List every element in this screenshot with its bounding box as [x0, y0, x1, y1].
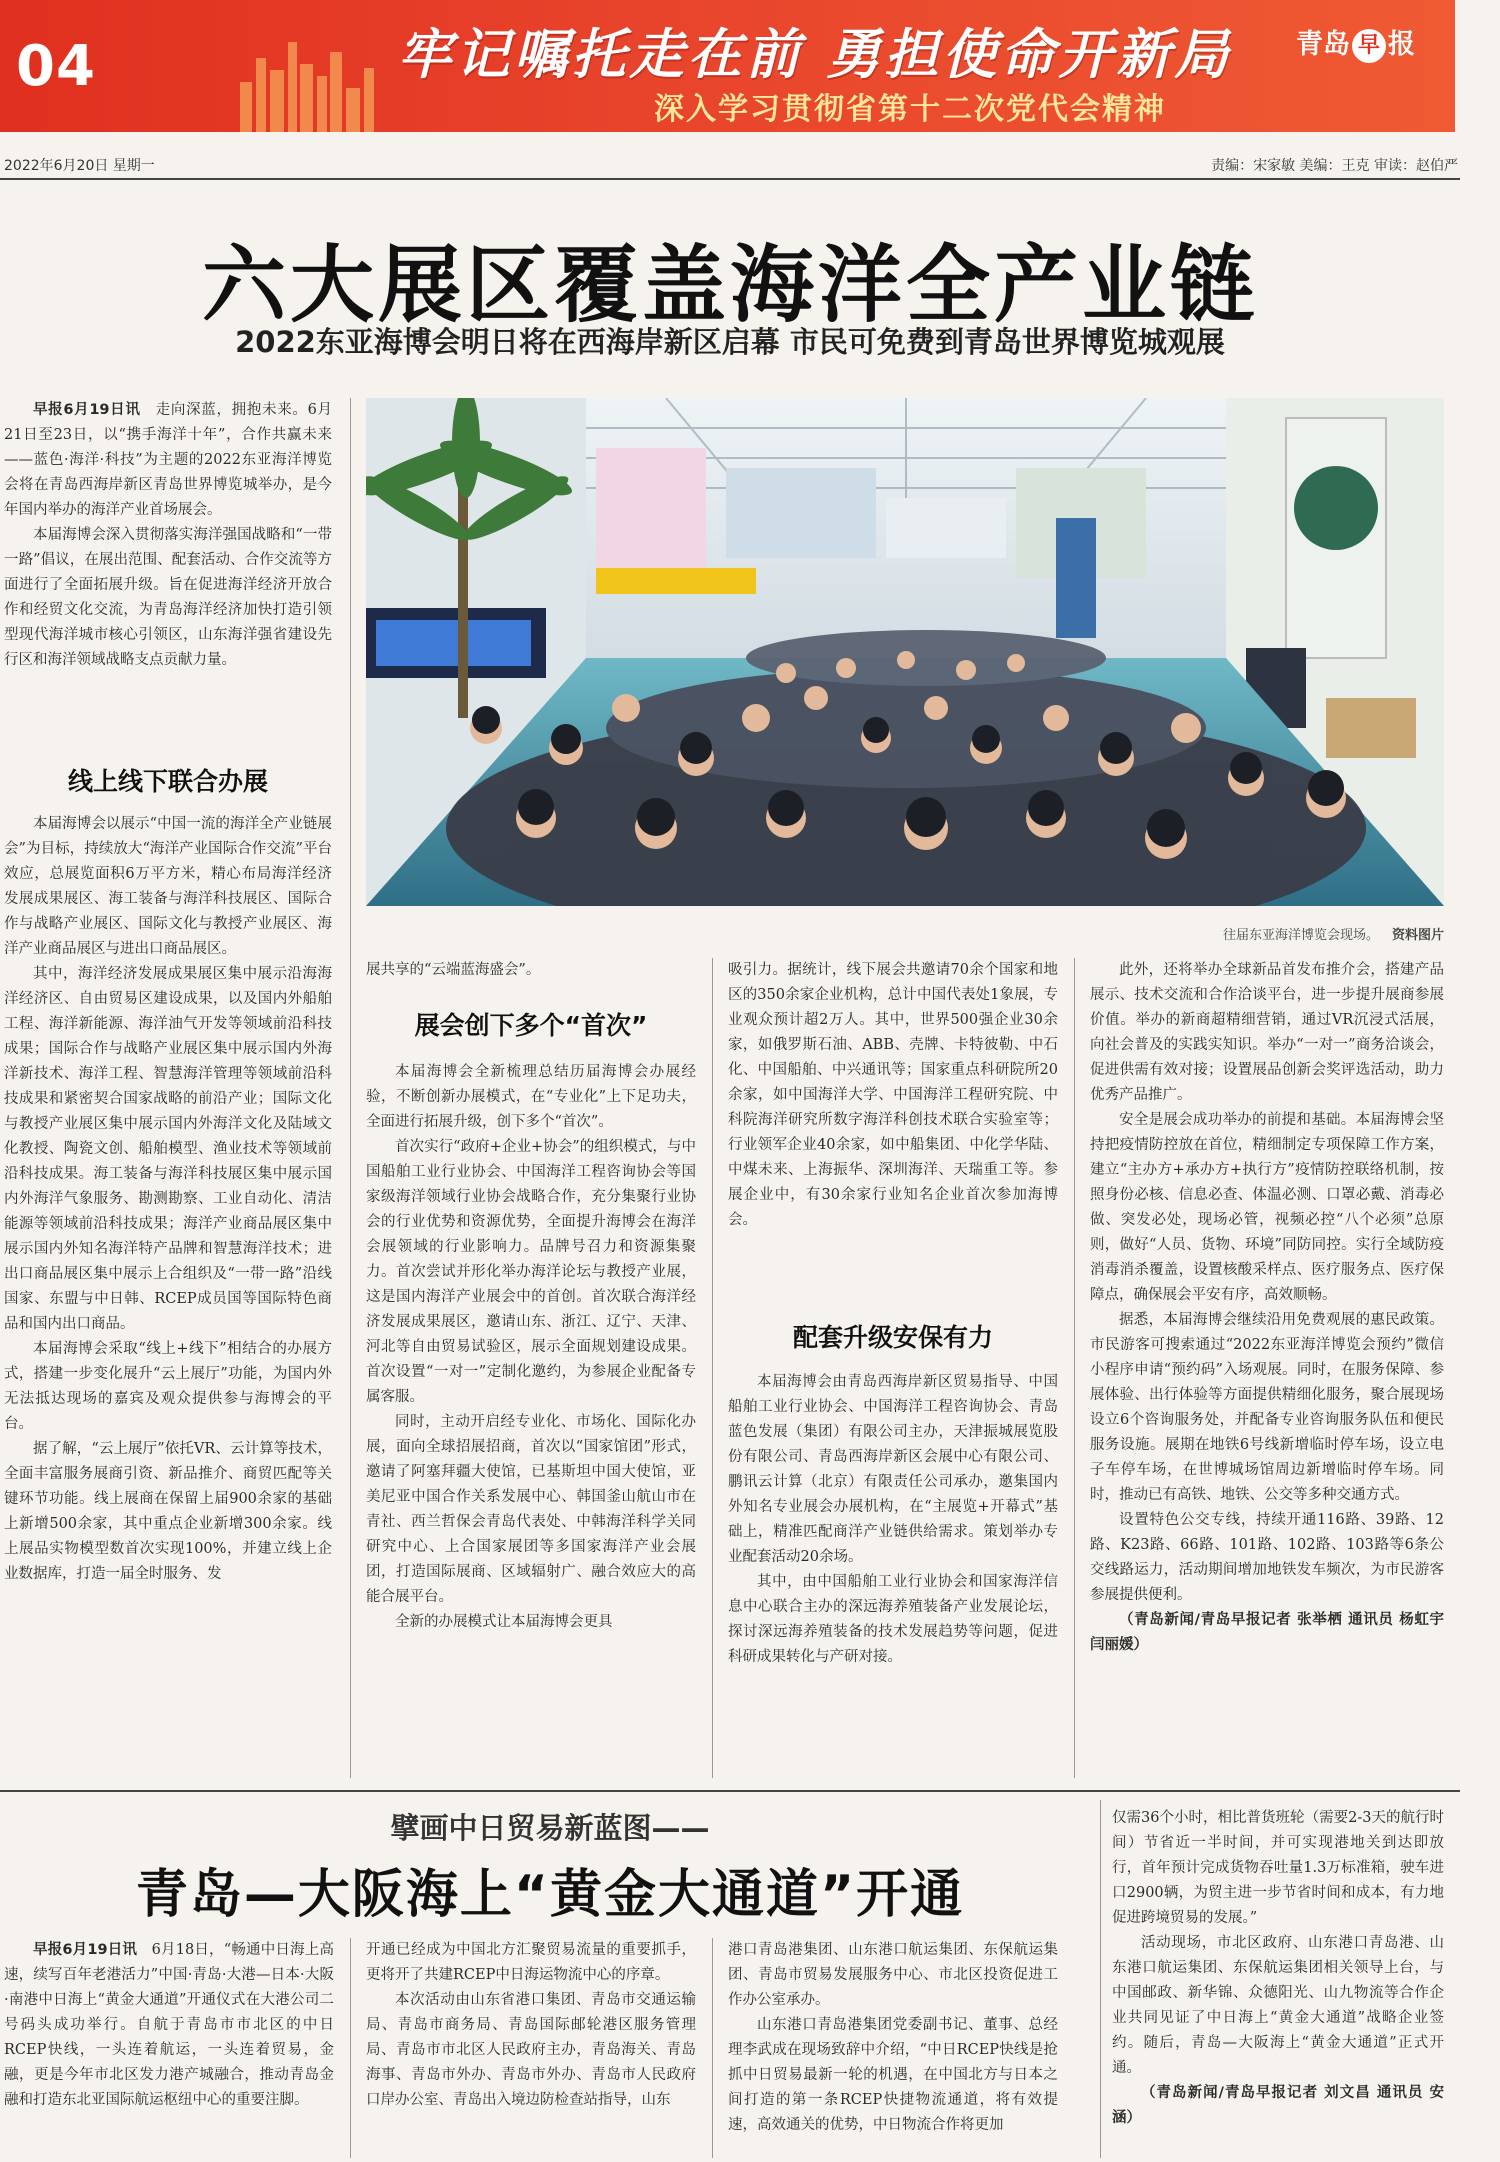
section-heading: 线上线下联合办展: [67, 767, 268, 796]
column-divider: [712, 1938, 713, 2158]
article1-column-1: [4, 812, 332, 1778]
photo-caption: [1040, 924, 1444, 943]
paragraph: 本届海博会全新梳理总结历届海博会办展经验，不断创新办展模式，在“专业化”上下足功夫，全面进行拓展升级，创下多个“首次”。: [366, 1064, 696, 1130]
paragraph: 开通已经成为中国北方汇聚贸易流量的重要抓手，更将开了共建RCEP中日海运物流中心的序章。: [366, 1942, 696, 1983]
dateline: 早报6月19日讯: [33, 402, 141, 418]
editor-credits: 责编：宋家敏 美编：王克 审读：赵伯严: [1211, 158, 1458, 174]
column-divider: [350, 1938, 351, 2158]
banner-subtitle: 深入学习贯彻省第十二次党代会精神: [654, 92, 1166, 127]
page-number: 04: [16, 34, 96, 99]
paragraph: 本届海博会以展示“中国一流的海洋全产业链展会”为目标，持续放大“海洋产业国际合作交流”平台效应，总展览面积6万平方米，精心布局海洋经济发展成果展区、海工装备与海洋科技展区、国际合作与战略产业展区、国际文化与教授产业展区、海洋产业商品展区与进出口商品展区。: [4, 816, 332, 957]
reporter-byline: （青岛新闻/青岛早报记者 张举栖 通讯员 杨虹宇 闫丽媛）: [1090, 1612, 1444, 1653]
article2-kicker: 擘画中日贸易新蓝图——: [390, 1811, 710, 1845]
paragraph: 此外，还将举办全球新品首发布推介会，搭建产品展示、技术交流和合作洽谈平台，进一步提升展商参展价值。举办的新商超精细营销，通过VR沉浸式活展，向社会普及的实践实知识。举办“一对一”商务洽谈会，促进供需有效对接；设置展品创新会奖评选活动，助力优秀产品推广。: [1090, 962, 1444, 1103]
paragraph: 本届海博会深入贯彻落实海洋强国战略和“一带一路”倡议，在展出范围、配套活动、合作交流等方面进行了全面拓展升级。旨在促进海洋经济开放合作和经贸文化交流，为青岛海洋经济加快打造引领型现代海洋城市核心引领区，山东海洋强省建设先行区和海洋领域战略支点贡献力量。: [4, 527, 332, 668]
section-heading: 展会创下多个“首次”: [414, 1011, 648, 1040]
main-subheadline: 2022东亚海博会明日将在西海岸新区启幕 市民可免费到青岛世界博览城观展: [235, 325, 1225, 359]
paragraph: 设置特色公交专线，持续开通116路、39路、12路、K23路、66路、101路、102路、103路等6条公交线路运力，活动期间增加地铁发车频次，为市民游客参展提供便利。: [1090, 1512, 1444, 1603]
article1-column-4: [1090, 958, 1444, 1778]
article1-column-1-top: [4, 398, 332, 743]
masthead-banner: [0, 0, 1455, 132]
reporter-byline: （青岛新闻/青岛早报记者 刘文昌 通讯员 安涵）: [1112, 2085, 1444, 2126]
newspaper-logo: [1296, 22, 1415, 63]
issue-date: 2022年6月20日 星期一: [4, 158, 155, 174]
brand-seal-icon: 早: [1352, 29, 1386, 63]
paragraph: 活动现场，市北区政府、山东港口青岛港、山东港口航运集团、东保航运集团相关领导上台，与中国邮政、新华锦、众德阳光、山九物流等合作企业共同见证了中日海上“黄金大通道”战略企业签约。随后，青岛—大阪海上“黄金大通道”正式开通。: [1112, 1935, 1444, 2076]
main-headline: 六大展区覆盖海洋全产业链: [201, 236, 1258, 334]
paragraph: 首次实行“政府+企业+协会”的组织模式，与中国船舶工业行业协会、中国海洋工程咨询协会等国家级海洋领域行业协会战略合作，充分集聚行业协会的行业优势和资源优势，全面提升海博会在海洋会展领域的行业影响力。品牌号召力和资源集聚力。首次尝试并形化举办海洋论坛与教授产业展，这是国内海洋产业展会中的首创。首次联合海洋经济发展成果展区，邀请山东、浙江、辽宁、天津、河北等自由贸易试验区，展示全面规划建设成果。首次设置“一对一”定制化邀约，为参展企业配备专属客服。: [366, 1139, 696, 1405]
brand-left: 青岛: [1296, 29, 1350, 60]
article-divider: [0, 1790, 1460, 1792]
column-divider: [1100, 1800, 1101, 2158]
paragraph: 走向深蓝，拥抱未来。6月21日至23日，以“携手海洋十年”，合作共赢未来——蓝色·海洋·科技”为主题的2022东亚海洋博览会将在青岛西海岸新区青岛世界博览城举办，是今年国内举办的海洋产业首场展会。: [4, 402, 332, 518]
article2-column-1: [4, 1938, 334, 2158]
paragraph: 6月18日，“畅通中日海上高速，续写百年老港活力”中国·青岛·大港—日本·大阪·南港中日海上“黄金大通道”开通仪式在大港公司二号码头成功举行。自航于青岛市市北区的中日RCEP快线，一头连着航运，一头连着贸易，金融，更是今年市北区发力港产城融合，推动青岛金融和打造东北亚国际航运枢纽中心的重要注脚。: [4, 1942, 334, 2108]
paragraph: 其中，海洋经济发展成果展区集中展示沿海海洋经济区、自由贸易区建设成果，以及国内外船舶工程、海洋新能源、海洋油气开发等领域前沿科技成果；国际合作与战略产业展区集中展示国内外海洋新技术、海洋工程、智慧海洋管理等领域前沿科技成果和紧密契合国家战略的前沿产业；国际文化与教授产业展区集中展示国内外海洋文化及陆域文化教授、陶瓷文创、船舶模型、渔业技术等领域前沿科技成果。海工装备与海洋科技展区集中展示国内外海洋气象服务、勘测勘察、工业自动化、清洁能源等领域前沿科技成果；海洋产业商品展区集中展示国内外知名海洋特产品牌和智慧海洋技术；进出口商品展区集中展示上合组织及“一带一路”沿线国家、东盟与中日韩、RCEP成员国等国际特色商品和国内出口商品。: [4, 966, 332, 1332]
column-divider: [350, 398, 351, 1778]
paragraph: 山东港口青岛港集团党委副书记、董事、总经理李武成在现场致辞中介绍，“中日RCEP快线是抢抓中日贸易最新一轮的机遇，在中国北方与日本之间打造的第一条RCEP快捷物流通道，将有效提速，高效通关的优势，中日物流合作将更加: [728, 2017, 1058, 2133]
column-divider: [712, 958, 713, 1778]
paragraph: 同时，主动开启经专业化、市场化、国际化办展，面向全球招展招商，首次以“国家馆团”形式，邀请了阿塞拜疆大使馆，已基斯坦中国大使馆，亚美尼亚中国合作关系发展中心、韩国釜山航山市在青社、西兰哲保会青岛代表处、中韩海洋科学关同研究中心、上合国家展团等多国家海洋产业会展团，打造国际展商、区域辐射广、融合效应大的高能合展平台。: [366, 1414, 696, 1605]
paragraph: 据了解，“云上展厅”依托VR、云计算等技术，全面丰富服务展商引资、新品推介、商贸匹配等关键环节功能。线上展商在保留上届900余家的基础上新增500余家，其中重点企业新增300余家。线上展品实物模型数首次实现100%，并建立线上企业数据库，打造一届全时服务、发: [4, 1441, 332, 1582]
paragraph: 安全是展会成功举办的前提和基础。本届海博会坚持把疫情防控放在首位，精细制定专项保障工作方案，建立“主办方+承办方+执行方”疫情防控联络机制，按照身份必核、信息必查、体温必测、口罩必戴、消毒必做、突发必处，现场必管，视频必控“八个必须”总原则，做好“人员、货物、环境”同防同控。实行全域防疫消毒消杀覆盖，设置核酸采样点、医疗服务点、医疗保障点，确保展会平安有序，高效顺畅。: [1090, 1112, 1444, 1303]
paragraph: 据悉，本届海博会继续沿用免费观展的惠民政策。市民游客可搜索通过“2022东亚海洋博览会预约”微信小程序申请“预约码”入场观展。同时，在服务保障、参展体验、出行体验等方面提供精细化服务，聚合展现场设立6个咨询服务处，并配备专业咨询服务队伍和便民服务设施。展期在地铁6号线新增临时停车场，设立电子车停车场，在世博城场馆周边新增临时停车场。同时，推动已有高铁、地铁、公交等多种交通方式。: [1090, 1312, 1444, 1503]
article2-column-2: [366, 1938, 696, 2158]
paragraph: 仅需36个小时，相比普货班轮（需要2-3天的航行时间）节省近一半时间，并可实现港地关到达即放行，首年预计完成货物吞吐量1.3万标准箱，驶车进口2900辆，为贸主进一步节省时间和成本，有力地促进跨境贸易的发展。”: [1112, 1810, 1444, 1926]
header-rule: [0, 178, 1460, 180]
paragraph: 全新的办展模式让本届海博会更具: [395, 1614, 613, 1630]
paragraph: 本届海博会采取“线上+线下”相结合的办展方式，搭建一步变化展升“云上展厅”功能，为国内外无法抵达现场的嘉宾及观众提供参与海博会的平台。: [4, 1341, 332, 1432]
article1-column-2-top: [366, 958, 696, 988]
article2-column-4: [1112, 1806, 1444, 2158]
paragraph: 本次活动由山东省港口集团、青岛市交通运输局、青岛市商务局、青岛国际邮轮港区服务管理局、青岛市市北区人民政府主办，青岛海关、青岛海事、青岛市外办、青岛市外办、青岛市人民政府口岸办公室、青岛出入境边防检查站指导，山东: [366, 1992, 696, 2108]
banner-slogan: 牢记嘱托走在前 勇担使命开新局: [397, 22, 1233, 86]
article1-column-2: [366, 1060, 696, 1778]
brand-right: 报: [1388, 29, 1415, 60]
paragraph: 吸引力。据统计，线下展会共邀请70余个国家和地区的350余家企业机构，总计中国代表处1象展，专业观众预计超2万人。其中，世界500强企业30余家，如俄罗斯石油、ABB、壳牌、卡特彼勒、中石化、中国船舶、中兴通讯等；国家重点科研院所20余家，如中国海洋大学、中国海洋工程研究院、中科院海洋研究所数字海洋科创技术联合实验室等；行业领军企业40余家，如中船集团、中化学华陆、中煤未来、上海振华、深圳海洋、天瑞重工等。参展企业中，有30余家行业知名企业首次参加海博会。: [728, 962, 1058, 1228]
dateline: 早报6月19日讯: [33, 1942, 138, 1958]
caption-text: 往届东亚海洋博览会现场。: [1222, 928, 1379, 943]
photo-credit: 资料图片: [1391, 928, 1444, 943]
article1-column-3: [728, 1370, 1058, 1778]
expo-hall-photo: [366, 398, 1444, 906]
paragraph: 展共享的“云端蓝海盛会”。: [366, 962, 541, 978]
paragraph: 港口青岛港集团、山东港口航运集团、东保航运集团、青岛市贸易发展服务中心、市北区投资促进工作办公室承办。: [728, 1942, 1058, 2008]
section-heading: 配套升级安保有力: [792, 1323, 993, 1352]
article2-headline: 青岛—大阪海上“黄金大通道”开通: [135, 1865, 965, 1925]
column-divider: [1074, 958, 1075, 1778]
article1-column-3-top: [728, 958, 1058, 1306]
article2-column-3: [728, 1938, 1058, 2158]
paragraph: 本届海博会由青岛西海岸新区贸易指导、中国船舶工业行业协会、中国海洋工程咨询协会、青岛蓝色发展（集团）有限公司主办，天津振城展览股份有限公司、青岛西海岸新区会展中心有限公司、鹏讯云计算（北京）有限责任公司承办，邀集国内外知名专业展会办展机构，在“主展览+开幕式”基础上，精准匹配商洋产业链供给需求。策划举办专业配套活动20余场。: [728, 1374, 1058, 1565]
paragraph: 其中，由中国船舶工业行业协会和国家海洋信息中心联合主办的深远海养殖装备产业发展论坛，探讨深远海养殖装备的技术发展趋势等问题，促进科研成果转化与产研对接。: [728, 1574, 1058, 1665]
